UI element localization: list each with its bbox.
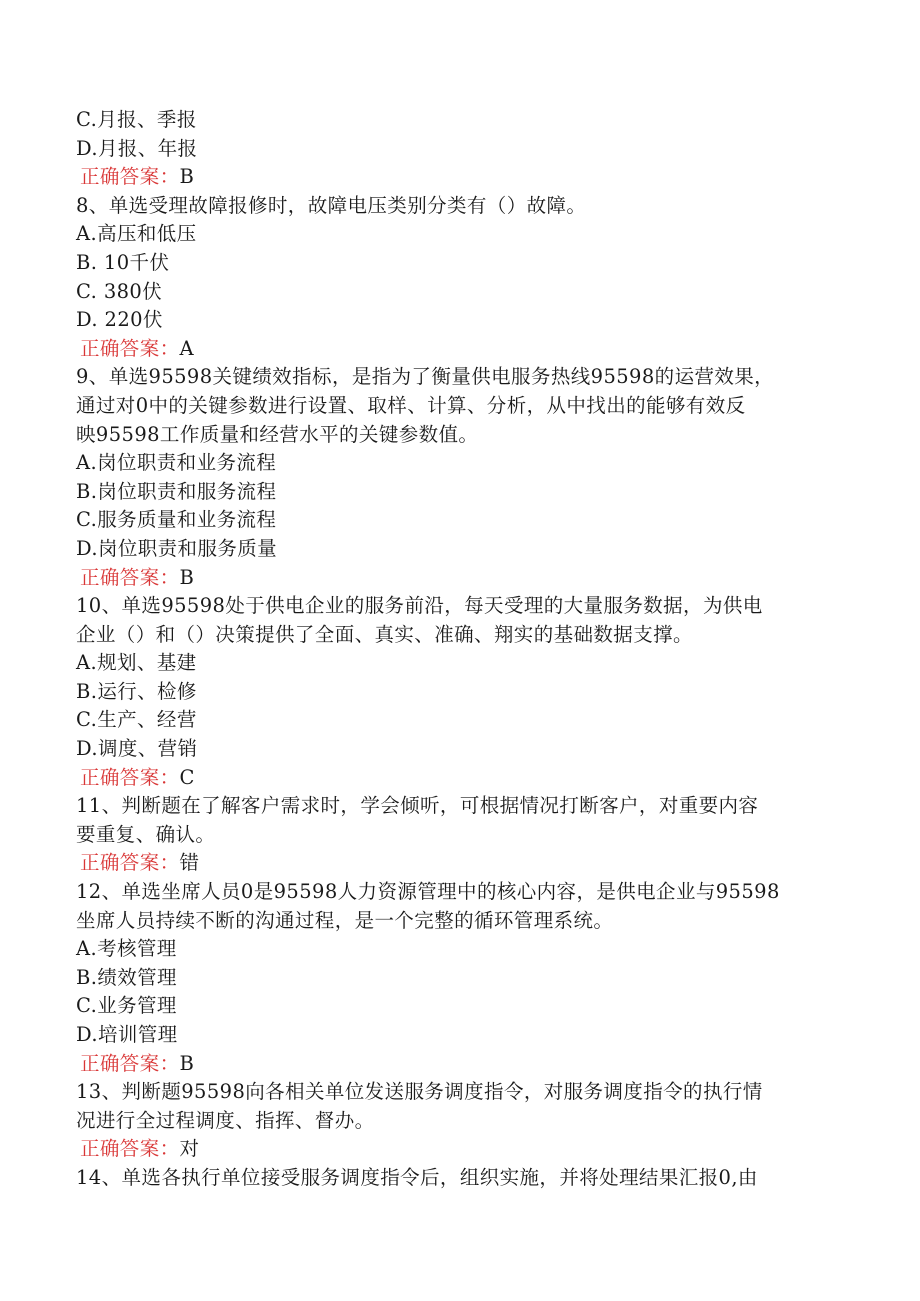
option-line: D.岗位职责和服务质量 (76, 536, 278, 560)
answer-value: 对 (179, 1137, 200, 1161)
option-line: D.培训管理 (76, 1023, 178, 1046)
option-line: A.高压和低压 (76, 222, 197, 246)
answer-value: B (179, 565, 195, 589)
answer-label: 正确答案： (80, 765, 180, 789)
option-line: A.规划、基建 (76, 651, 197, 675)
answer-line (80, 163, 836, 192)
answer-label: 正确答案： (80, 1051, 180, 1075)
option-line: B.岗位职责和服务流程 (76, 479, 277, 503)
question-line: 坐席人员持续不断的沟通过程，是一个完整的循环管理系统。 (76, 908, 614, 932)
answer-value: B (179, 1051, 195, 1075)
answer-label: 正确答案： (80, 851, 180, 875)
document-page (76, 106, 836, 1193)
answer-value: 错 (179, 851, 200, 875)
answer-label: 正确答案： (80, 165, 180, 189)
answer-label: 正确答案： (80, 336, 180, 360)
option-line: C.月报、季报 (76, 108, 197, 131)
question-line: 12、单选坐席人员0是95598人力资源管理中的核心内容，是供电企业与95598 (76, 880, 780, 904)
answer-line (80, 1135, 836, 1164)
question-line: 9、单选95598关键绩效指标，是指为了衡量供电服务热线95598的运营效果， (76, 365, 775, 389)
option-line: A.考核管理 (76, 937, 177, 961)
option-line: B.运行、检修 (76, 679, 197, 703)
option-line: A.岗位职责和业务流程 (76, 451, 277, 475)
answer-value: B (179, 165, 195, 189)
question-line: 13、判断题95598向各相关单位发送服务调度指令，对服务调度指令的执行情 (76, 1080, 763, 1104)
answer-label: 正确答案： (80, 565, 180, 589)
question-line: 况进行全过程调度、指挥、督办。 (76, 1108, 375, 1132)
option-line: B.绩效管理 (76, 965, 177, 989)
option-line: C. 380伏 (76, 279, 163, 303)
option-line: C.服务质量和业务流程 (76, 508, 277, 532)
answer-line (80, 564, 836, 593)
question-line: 8、单选受理故障报修时，故障电压类别分类有（）故障。 (76, 193, 587, 217)
question-line: 14、单选各执行单位接受服务调度指令后，组织实施，并将处理结果汇报0,由 (76, 1165, 758, 1189)
option-line: D.月报、年报 (76, 136, 198, 160)
option-line: D. 220伏 (76, 308, 163, 332)
question-line: 10、单选95598处于供电企业的服务前沿，每天受理的大量服务数据，为供电 (76, 594, 763, 618)
question-line: 要重复、确认。 (76, 822, 216, 846)
option-line: C.生产、经营 (76, 708, 197, 732)
option-line: C.业务管理 (76, 994, 177, 1018)
option-line: D.调度、营销 (76, 737, 198, 761)
answer-value: A (179, 336, 194, 360)
question-line: 企业（）和（）决策提供了全面、真实、准确、翔实的基础数据支撑。 (76, 622, 693, 646)
answer-line (80, 764, 836, 793)
question-line: 通过对0中的关键参数进行设置、取样、计算、分析，从中找出的能够有效反 (76, 393, 746, 417)
answer-line (80, 1050, 836, 1079)
answer-line (80, 849, 836, 878)
answer-label: 正确答案： (80, 1137, 180, 1161)
question-line: 映95598工作质量和经营水平的关键参数值。 (76, 422, 479, 446)
question-line: 11、判断题在了解客户需求时，学会倾听，可根据情况打断客户，对重要内容 (76, 794, 759, 818)
answer-value: C (179, 765, 195, 789)
option-line: B. 10千伏 (76, 250, 170, 274)
answer-line (80, 335, 836, 364)
